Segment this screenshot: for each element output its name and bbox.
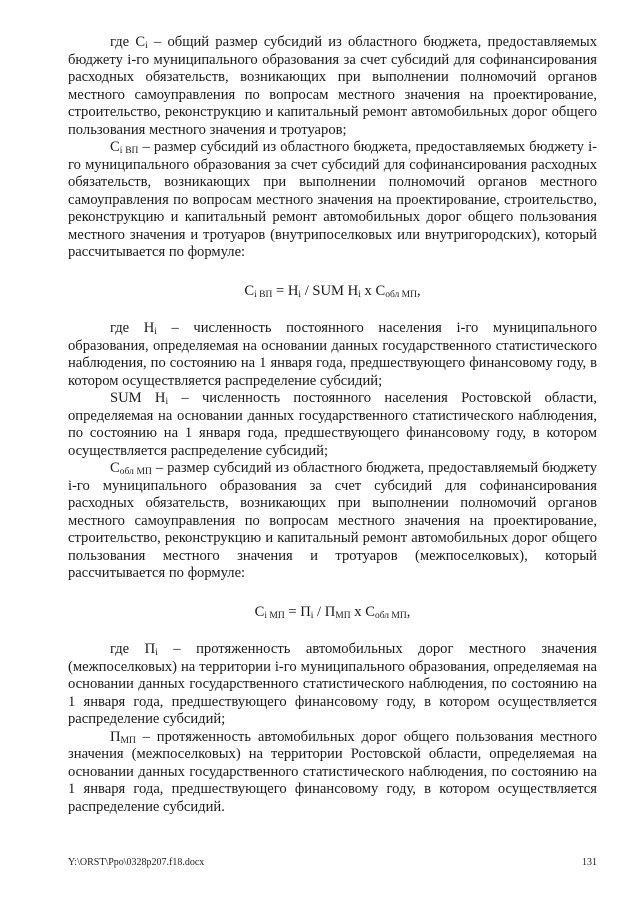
- paragraph-c-i-definition: где $С_i$ – общий размер субсидий из областного бюджета, предоставляемых бюджету i-го муниципального образования за счет субсидий для софинансирования расходных обязательств, возникающих при выполнении полномочий органов местного самоуправления по вопросам местного значения на проектирование, строительство, реконструкцию и капитальный ремонт автомобильных дорог общего пользования местного значения и тротуаров;: [68, 34, 598, 138]
- paragraph-p-i-definition: где $П_i$ – протяженность автомобильных дорог местного значения (межпоселковых) на территории i-го муниципального образования, определяемая на основании данных государственного статистического наблюдения, по состоянию на 1 января года, предшествующего финансовому году, в котором осуществляется распределение субсидий;: [68, 641, 597, 727]
- file-path: Y:\ORST\Ppo\0328p207.f18.docx: [68, 857, 205, 868]
- paragraph-p-mp-definition: $П_{МП}$ – протяженность автомобильных дорог общего пользования местного значения (межпоселковых) на территории Ростовской области, определяемая на основании данных государственного статистического наблюдения, по состоянию на 1 января года, предшествующего финансовому году, в котором осуществляется распределение субсидий.: [68, 728, 597, 815]
- paragraph-c-i-vp-definition: $С_{i ВП}$ – размер субсидий из областного бюджета, предоставляемых бюджету i-го муниципального образования за счет субсидий для софинансирования расходных обязательств, возникающих при выполнении полномочий органов местного самоуправления по вопросам местного значения на проектирование, строительство, реконструкцию и капитальный ремонт автомобильных дорог общего пользования местного значения и тротуаров (внутрипоселковых или внутригородских), который рассчитывается по формуле:: [68, 139, 597, 260]
- paragraph-c-obl-mp-definition: $С_{обл МП}$ – размер субсидий из областного бюджета, предоставляемый бюджету i-го муниципального образования за счет субсидий для софинансирования расходных обязательств, возникающих при выполнении полномочий органов местного самоуправления по вопросам местного значения на проектирование, строительство, реконструкцию и капитальный ремонт автомобильных дорог общего пользования местного значения и тротуаров (межпоселковых), который рассчитывается по формуле:: [68, 460, 597, 581]
- formula-c-i-vp: $С_{i ВП} = Н_i$ / SUM $Н_i$ х $С_{обл МП}$,: [244, 282, 421, 300]
- formula-c-i-mp: $С_{i МП} = П_i / П_{МП}$ х $С_{обл МП}$,: [254, 603, 411, 621]
- paragraph-n-i-definition: где $Н_i$ – численность постоянного населения i-го муниципального образования, определяемая на основании данных государственного статистического наблюдения, по состоянию на 1 января года, предшествующего финансовому году, в котором осуществляется распределение субсидий;: [68, 320, 597, 389]
- document-body: [68, 34, 597, 816]
- paragraph-sum-n-i-definition: SUM $Н_i$ – численность постоянного населения Ростовской области, определяемая на основании данных государственного статистического наблюдения, по состоянию на 1 января года, предшествующего финансовому году, в котором осуществляется распределение субсидий;: [68, 390, 597, 459]
- page-number: 131: [582, 857, 597, 868]
